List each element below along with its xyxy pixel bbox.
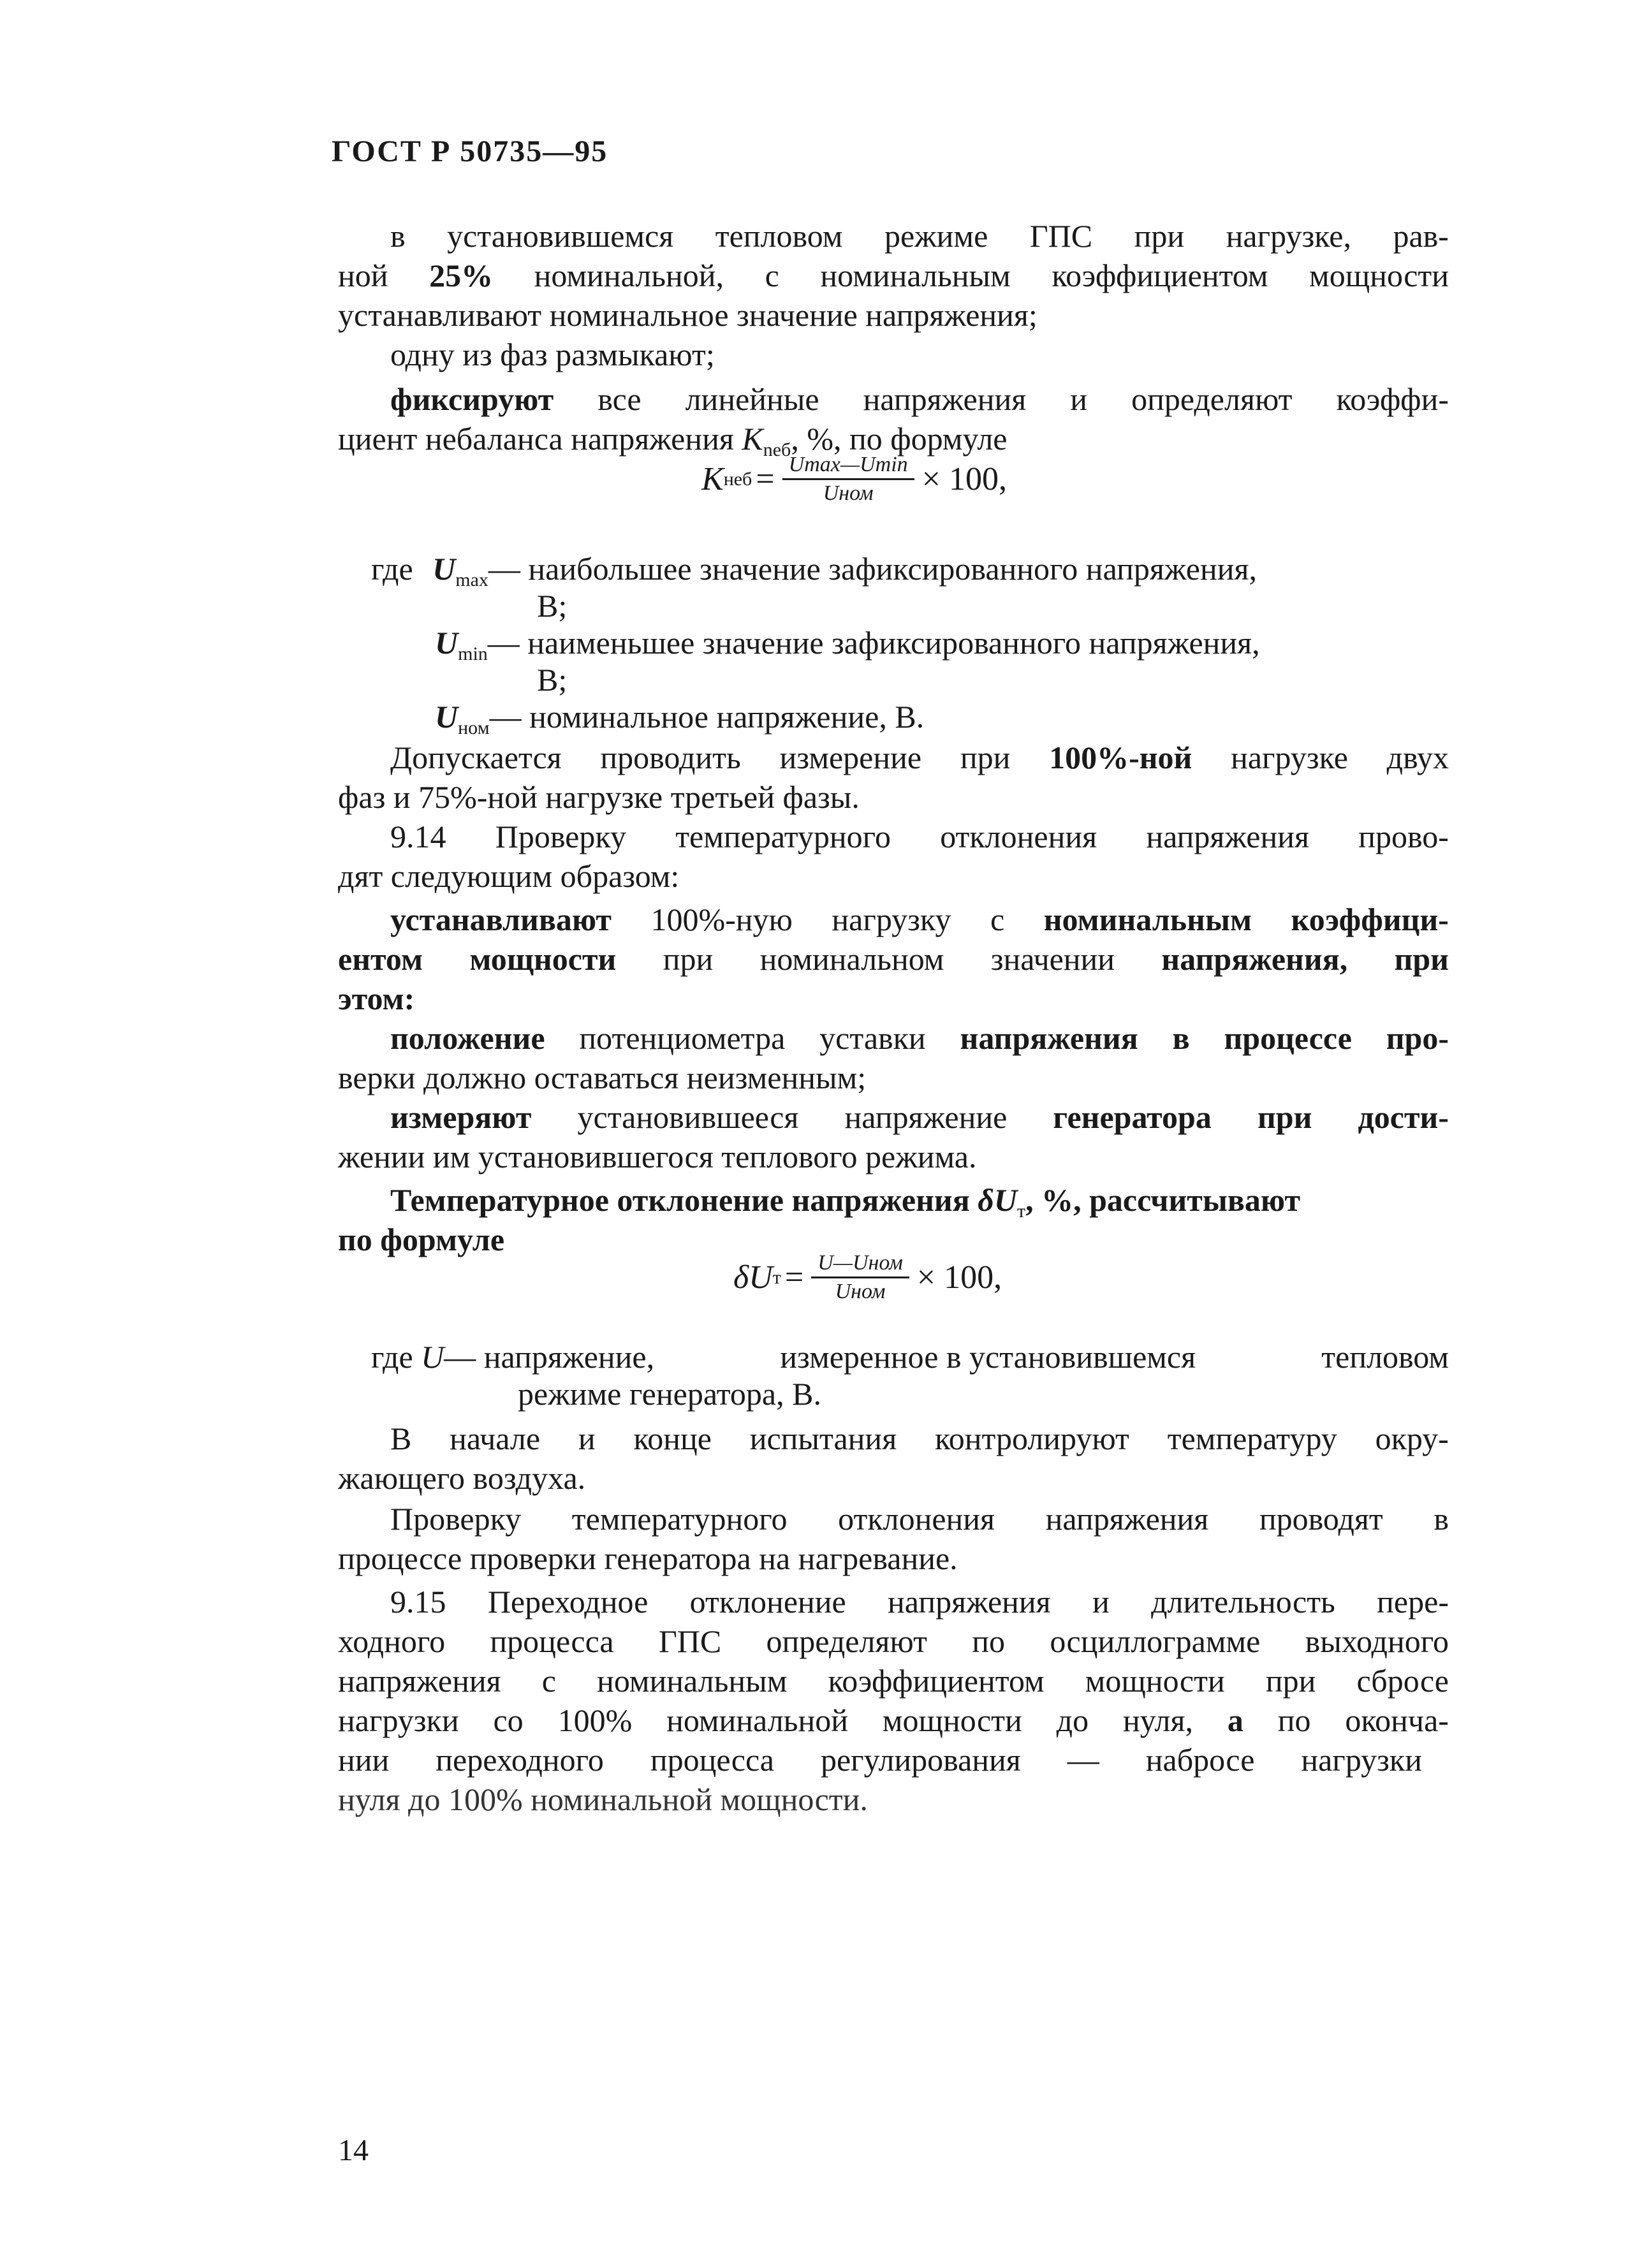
paragraph-7: положение потенциометра уставки напряжения в процессе про- <box>390 1020 1449 1056</box>
text-line: циент небаланса напряжения $K_{neб}$, %, по формуле <box>338 421 1008 460</box>
paragraph-3: фиксируют все линейные напряжения и определяют коэффи- <box>390 381 1449 417</box>
text-line: в установившемся тепловом режиме ГПС при нагрузке, рав- <box>390 218 1449 254</box>
text-line: ной 25% номинальной, с номинальным коэффициентом мощности <box>338 258 1449 293</box>
text-line: режиме генератора, В. <box>518 1376 821 1412</box>
formula-voltage-imbalance: K неб = $\frac{Umax—Umin}{\text{Uном}}$ × 100, <box>701 453 1007 505</box>
paragraph-11: Проверку температурного отклонения напряжения проводят в <box>390 1501 1449 1537</box>
text-line: нуля до 100% номинальной мощности. <box>338 1781 868 1817</box>
where-u: где U— напряжение, измеренное в установившемся тепловом <box>371 1339 1449 1375</box>
paragraph-9-14: 9.14 Проверку температурного отклонения напряжения прово- <box>390 819 1449 854</box>
text-line: устанавливают номинальное значение напряжения; <box>338 297 1038 333</box>
text-line: этом: <box>338 981 415 1016</box>
text-line: жении им установившегося теплового режима. <box>338 1139 977 1174</box>
paragraph-9: Температурное отклонение напряжения $\delta U_т$, %, рассчитывают <box>390 1182 1301 1222</box>
text-line: нагрузки со 100% номинальной мощности до нуля, а по оконча- <box>338 1702 1449 1738</box>
text-line: В; <box>537 662 568 698</box>
text-line: жающего воздуха. <box>338 1460 586 1496</box>
paragraph-9-15: 9.15 Переходное отклонение напряжения и длительность пере- <box>390 1584 1449 1620</box>
paragraph-1 <box>390 217 1449 255</box>
text-line: процессе проверки генератора на нагревание. <box>338 1540 958 1576</box>
where-umax: где $U_{max}—$ наибольшее значение зафиксированного напряжения, <box>371 551 1257 590</box>
paragraph-6: устанавливают 100%-ную нагрузку с номинальным коэффици- <box>390 902 1449 937</box>
page-number: 14 <box>338 2133 369 2167</box>
where-unom: $U_{ном}—$ номинальное напряжение, В. <box>435 699 925 738</box>
text-line: напряжения с номинальным коэффициентом мощности при сбросе <box>338 1663 1449 1699</box>
fraction: $\frac{\text{U—Uном}}{\text{Uном}}$ <box>811 1251 909 1304</box>
text-line: по формуле <box>338 1222 505 1257</box>
text-line: нии переходного процесса регулирования — набросе нагрузки <box>338 1742 1422 1778</box>
text-line: В; <box>537 588 568 624</box>
text-line: фаз и 75%-ной нагрузке третьей фазы. <box>338 779 860 815</box>
text-line: верки должно оставаться неизменным; <box>338 1060 867 1095</box>
paragraph-10: В начале и конце испытания контролируют температуру окру- <box>390 1421 1449 1456</box>
paragraph-8: измеряют установившееся напряжение генератора при дости- <box>390 1099 1449 1135</box>
paragraph-4: Допускается проводить измерение при 100%-ной нагрузке двух <box>390 740 1449 775</box>
text-line: ходного процесса ГПС определяют по осциллограмме выходного <box>338 1623 1449 1659</box>
document-code-header: ГОСТ Р 50735—95 <box>332 135 608 168</box>
where-umin: $U_{min}—$ наименьшее значение зафиксированного напряжения, <box>435 625 1260 664</box>
fraction: $\frac{Umax—Umin}{\text{Uном}}$ <box>782 453 914 506</box>
paragraph-2: одну из фаз размыкают; <box>390 337 715 372</box>
formula-temperature-deviation: δU т = $\frac{\text{U—Uном}}{\text{Uном}}$ × 100, <box>733 1251 1002 1303</box>
text-line: ентом мощности при номинальном значении напряжения, при <box>338 941 1449 977</box>
text-line: дят следующим образом: <box>338 858 680 894</box>
